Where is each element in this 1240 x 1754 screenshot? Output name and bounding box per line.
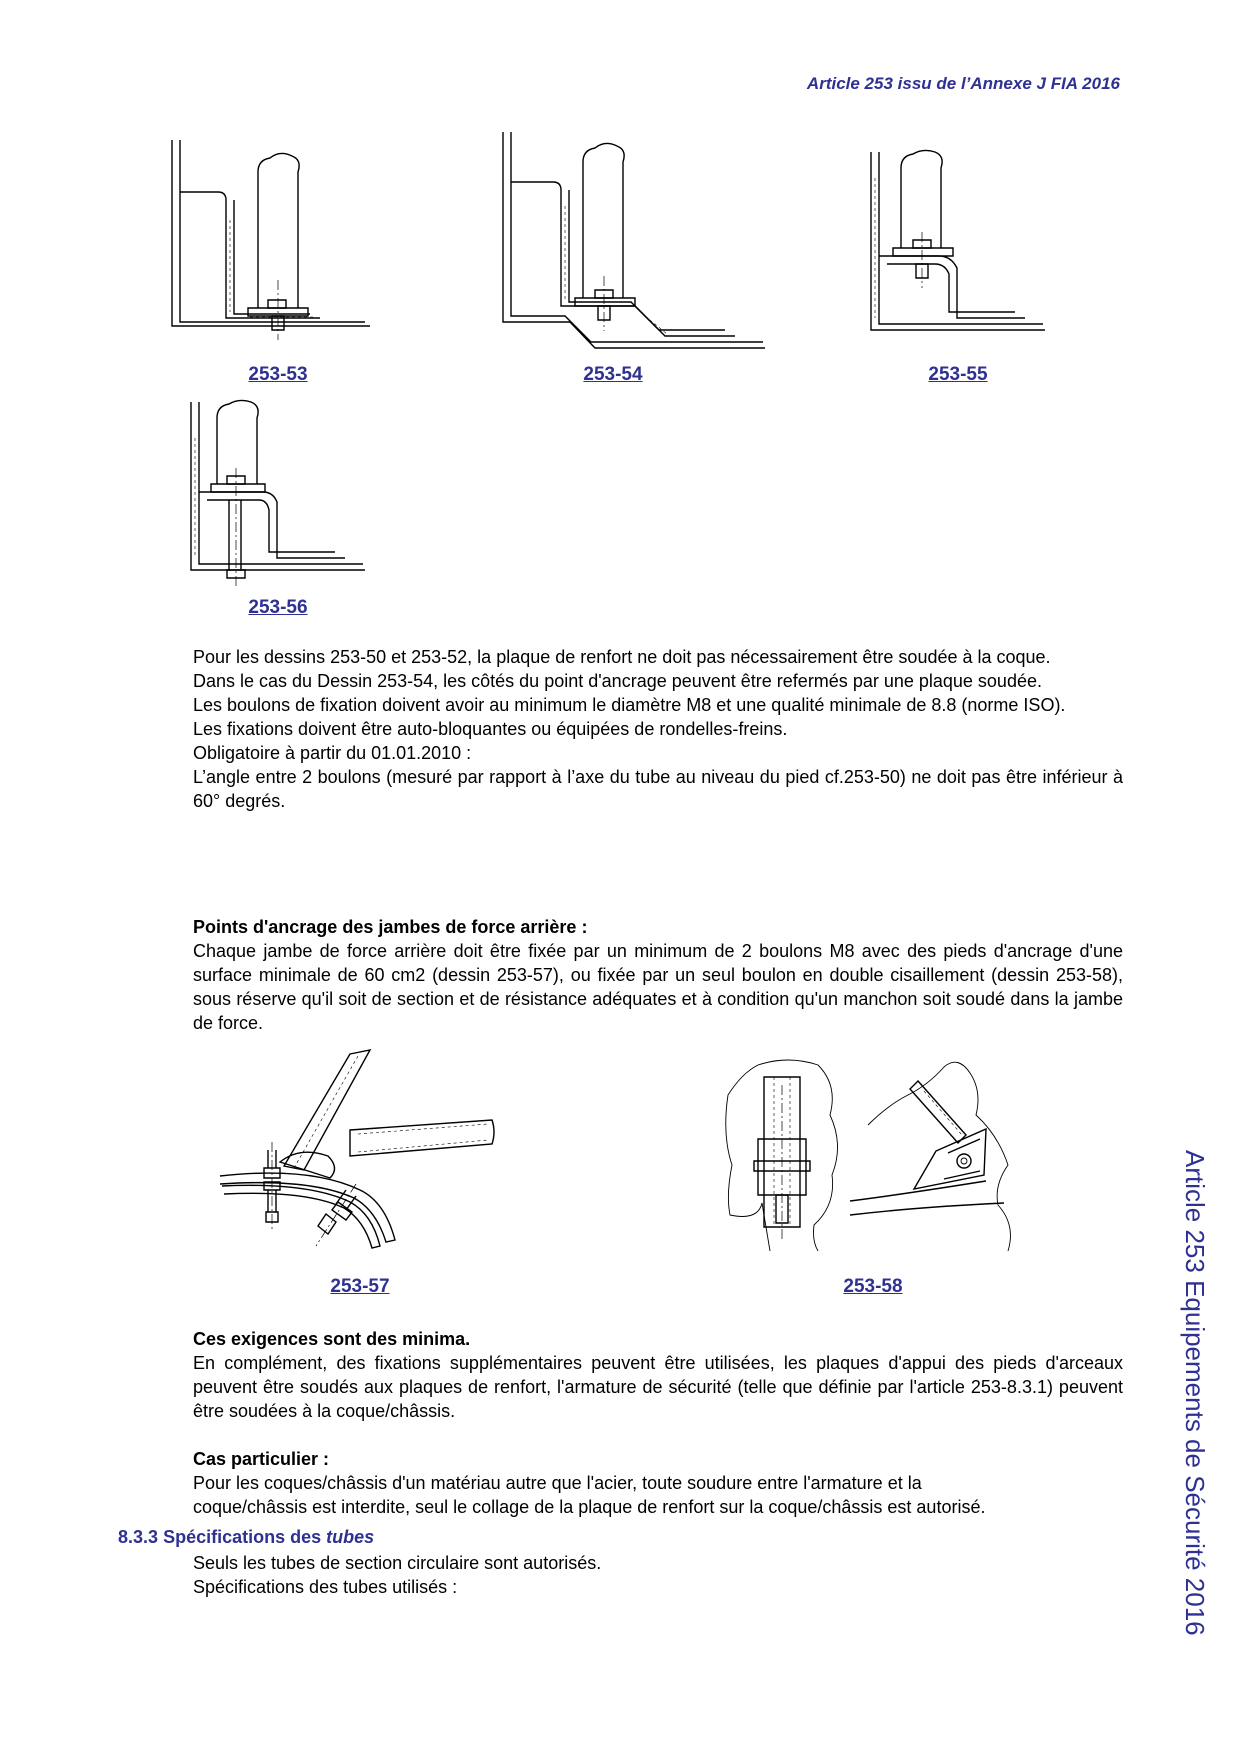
paragraph: Pour les dessins 253-50 et 253-52, la plaque de renfort ne doit pas nécessairement être soudée à la coque. [193,647,1051,667]
drawing-253-56 [185,398,375,593]
section-label: Spécifications des [163,1527,322,1547]
paragraph: coque/châssis est interdite, seul le collage de la plaque de renfort sur la coque/châssis est autorisé. [193,1497,986,1517]
caption-253-58: 253-58 [843,1276,903,1297]
drawing-253-55 [865,148,1055,338]
text-block-2 [193,915,1123,1035]
paragraph: En complément, des fixations supplémentaires peuvent être utilisées, les plaques d'appui des pieds d'arceaux peuvent être soudés aux plaques de renfort, l'armature de sécurité (telle que définie par l'article 253-8.3.1) peuvent être soudées à la coque/châssis. [193,1353,1123,1421]
side-title-vertical [1168,1150,1228,1650]
paragraph: Les fixations doivent être auto-bloquantes ou équipées de rondelles-freins. [193,719,788,739]
text-block-4 [193,1447,1123,1519]
heading-minima: Ces exigences sont des minima. [193,1329,471,1349]
paragraph: Spécifications des tubes utilisés : [193,1577,458,1597]
caption-253-57: 253-57 [330,1276,390,1297]
caption-253-54: 253-54 [583,364,643,385]
text-block-5 [193,1551,1123,1599]
heading-rear-stays: Points d'ancrage des jambes de force arrière : [193,917,588,937]
drawing-253-54 [495,126,775,356]
drawing-253-57 [220,1050,520,1265]
caption-253-53: 253-53 [248,364,308,385]
drawing-253-53 [160,130,380,345]
section-number: 8.3.3 [118,1527,159,1547]
caption-253-56: 253-56 [248,597,308,618]
side-title-text: Article 253 Equipements de Sécurité 2016 [1180,1150,1210,1636]
text-block-3 [193,1327,1123,1423]
heading-special-case: Cas particulier : [193,1449,330,1469]
caption-253-55: 253-55 [928,364,988,385]
section-heading-8-3-3 [118,1527,374,1548]
text-block-1 [193,645,1123,813]
paragraph: Obligatoire à partir du 01.01.2010 : [193,743,472,763]
drawing-253-58 [718,1055,1033,1255]
paragraph: Pour les coques/châssis d'un matériau autre que l'acier, toute soudure entre l'armature et la [193,1473,922,1493]
section-label-italic: tubes [326,1527,375,1547]
paragraph: L’angle entre 2 boulons (mesuré par rapport à l’axe du tube au niveau du pied cf.253-50) ne doit pas être inférieur à 60° degrés. [193,767,1123,811]
paragraph: Chaque jambe de force arrière doit être fixée par un minimum de 2 boulons M8 avec des pieds d'ancrage d'une surface minimale de 60 cm2 (dessin 253-57), ou fixée par un seul boulon en double cisaillement (dessin 253-58), sous réserve qu'il soit de section et de résistance adéquates et à condition qu'un manchon soit soudé dans la jambe de force. [193,941,1123,1033]
paragraph: Dans le cas du Dessin 253-54, les côtés du point d'ancrage peuvent être refermés par une plaque soudée. [193,671,1042,691]
paragraph: Les boulons de fixation doivent avoir au minimum le diamètre M8 et une qualité minimale de 8.8 (norme ISO). [193,695,1066,715]
running-header: Article 253 issu de l’Annexe J FIA 2016 [806,74,1120,93]
paragraph: Seuls les tubes de section circulaire sont autorisés. [193,1553,602,1573]
